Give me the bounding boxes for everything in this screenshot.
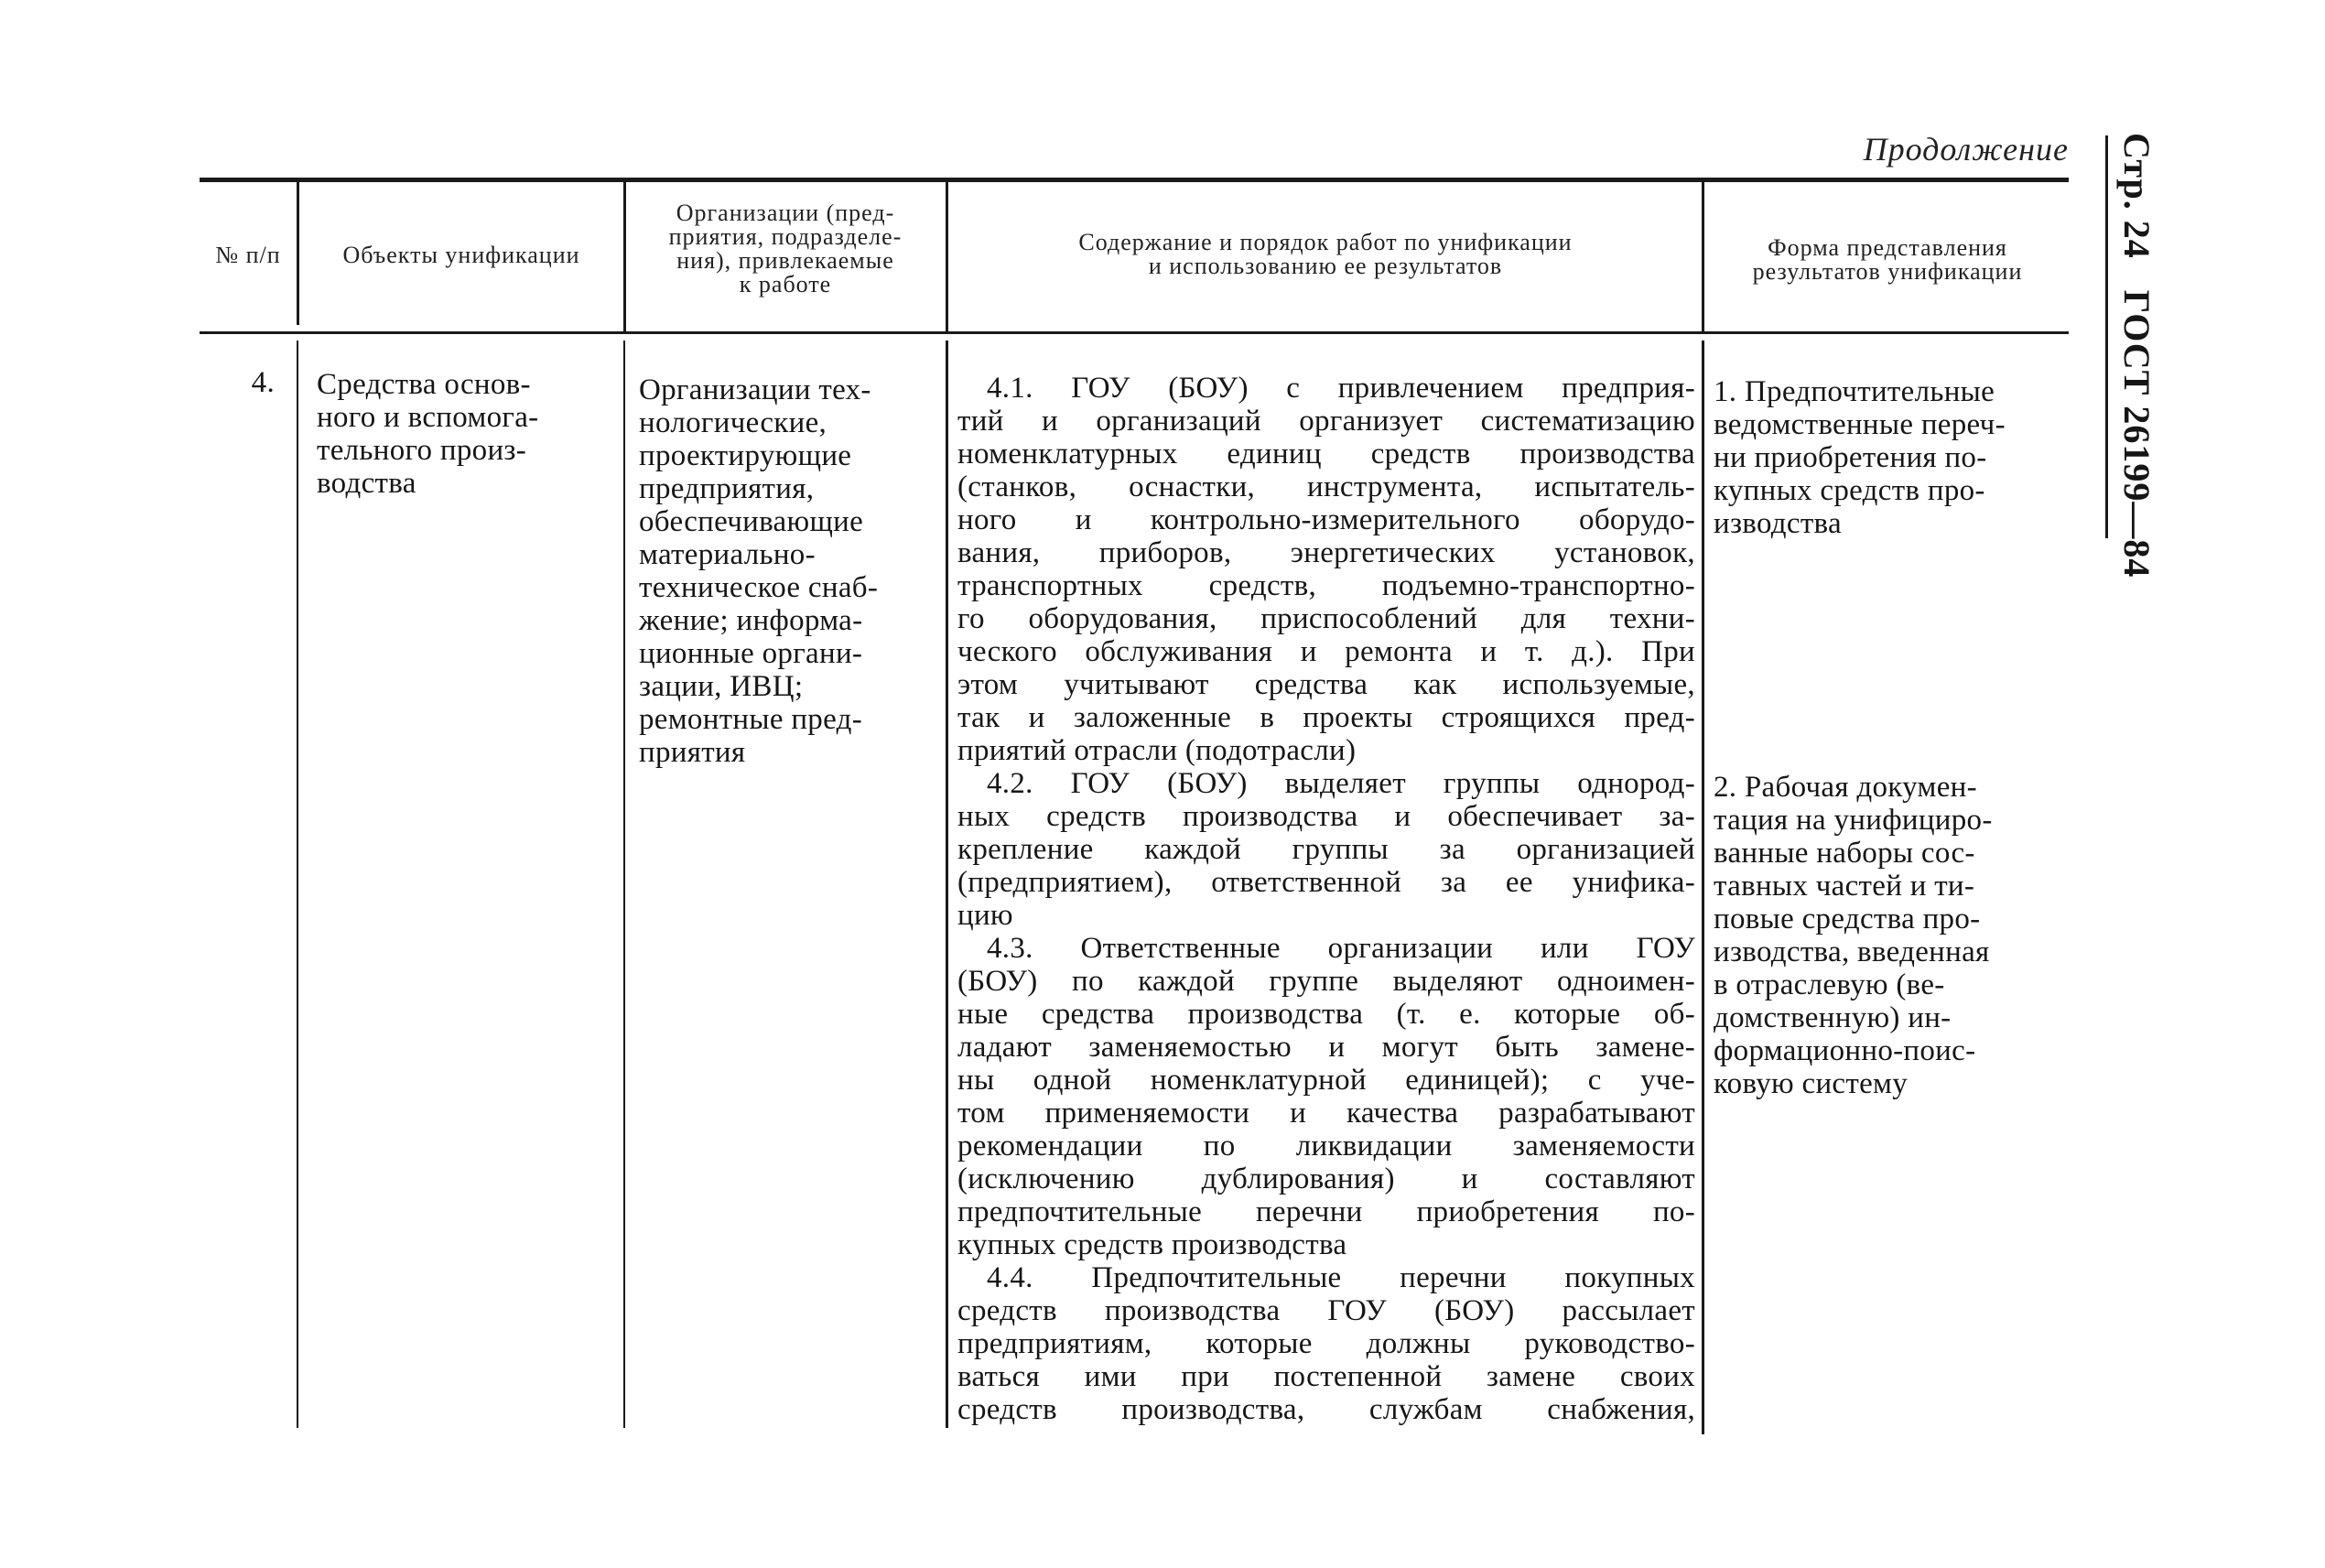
text-line: тий и организаций организует систематизацию <box>957 405 1695 438</box>
text-line: 4.1. ГОУ (БОУ) с привлечением предприя- <box>987 372 1695 405</box>
text-line: го оборудования, приспособлений для техни- <box>957 602 1695 635</box>
text-line: 4.4. Предпочтительные перечни покупных <box>987 1261 1695 1294</box>
text-line: Организации тех- <box>639 373 871 406</box>
text-line: 1. Предпочтительные <box>1714 375 1995 408</box>
column-divider-4 <box>1702 181 1704 331</box>
header-line: ния), привлекаемые <box>676 247 894 274</box>
text-line: Средства основ- <box>317 368 531 401</box>
paragraph-4-2 <box>957 767 1695 932</box>
text-line: средств производства, службам снабжения, <box>957 1393 1695 1426</box>
text-line: тельного произ- <box>317 434 527 467</box>
text-line: транспортных средств, подъемно-транспортно- <box>957 569 1695 602</box>
text-line: этом учитывают средства как используемые, <box>957 668 1695 701</box>
body-divider-3 <box>946 341 948 1428</box>
header-line: Организации (пред- <box>676 200 895 226</box>
paragraph-4-3 <box>957 932 1695 1261</box>
text-line: ционные органи- <box>639 637 863 670</box>
text-line: (предприятием), ответственной за ее унифика- <box>957 866 1695 899</box>
side-header-rule <box>2105 135 2108 538</box>
side-page-header <box>2115 133 2158 578</box>
text-line: ковую систему <box>1714 1067 1909 1100</box>
text-line: приятия <box>639 736 746 769</box>
row-organizations <box>639 373 941 769</box>
row-form-item-1 <box>1714 375 2065 540</box>
text-line: материально- <box>639 538 816 571</box>
text-line: крепление каждой группы за организацией <box>957 833 1695 866</box>
text-line: техническое снаб- <box>639 571 879 604</box>
text-line: жение; информа- <box>639 604 863 637</box>
text-line: домственную) ин- <box>1714 1001 1952 1034</box>
row-number: 4. <box>251 366 275 399</box>
row-content <box>957 372 1695 1426</box>
text-line: ладают заменяемостью и могут быть замене- <box>957 1031 1695 1064</box>
header-organizations <box>628 201 943 297</box>
text-line: купных средств про- <box>1714 474 1985 507</box>
text-line: (исключению дублирования) и составляют <box>957 1162 1695 1195</box>
body-divider-4 <box>1702 341 1704 1434</box>
text-line: предприятия, <box>639 472 815 505</box>
text-line: обеспечивающие <box>639 505 864 538</box>
page-number: Стр. 24 <box>2116 133 2157 259</box>
text-line: цию <box>957 899 1013 932</box>
text-line: рекомендации по ликвидации заменяемости <box>957 1130 1695 1162</box>
text-line: ремонтные пред- <box>639 703 862 736</box>
text-line: нологические, <box>639 406 827 439</box>
header-line: к работе <box>739 271 832 297</box>
paragraph-4-1 <box>957 372 1695 767</box>
text-line: ни приобретения по- <box>1714 441 1987 474</box>
text-line: ные средства производства (т. е. которые об- <box>957 998 1695 1031</box>
column-divider-2 <box>623 181 626 331</box>
header-line: результатов унификации <box>1752 258 2023 285</box>
header-form <box>1706 236 2069 284</box>
header-content <box>952 231 1699 278</box>
text-line: ного и контрольно-измерительного оборудо- <box>957 503 1695 536</box>
text-line: так и заложенные в проекты строящихся пред- <box>957 701 1695 734</box>
header-line: и использованию ее результатов <box>1148 253 1503 279</box>
text-line: ваться ими при постепенной замене своих <box>957 1360 1695 1393</box>
text-line: ных средств производства и обеспечивает за- <box>957 800 1695 833</box>
text-line: ческого обслуживания и ремонта и т. д.). При <box>957 635 1695 668</box>
text-line: ванные наборы сос- <box>1714 837 1975 870</box>
header-bottom-rule <box>200 331 2069 334</box>
text-line: 4.2. ГОУ (БОУ) выделяет группы однород- <box>987 767 1695 800</box>
text-line: формационно-поис- <box>1714 1034 1976 1067</box>
text-line: предпочтительные перечни приобретения по- <box>957 1195 1695 1228</box>
text-line: 4.3. Ответственные организации или ГОУ <box>987 932 1695 965</box>
text-line: ного и вспомога- <box>317 401 539 434</box>
text-line: средств производства ГОУ (БОУ) рассылает <box>957 1294 1695 1327</box>
table-top-rule <box>200 178 2069 182</box>
header-line: приятия, подразделе- <box>668 223 903 250</box>
header-line: Форма представления <box>1768 234 2007 261</box>
header-num: № п/п <box>215 242 281 268</box>
standard-code: ГОСТ 26199—84 <box>2116 289 2157 579</box>
text-line: приятий отрасли (подотрасли) <box>957 734 1357 767</box>
text-line: повые средства про- <box>1714 903 1981 935</box>
text-line: тация на унифициро- <box>1714 804 1993 837</box>
header-line: Содержание и порядок работ по унификации <box>1078 229 1573 255</box>
text-line: изводства <box>1714 507 1842 540</box>
text-line: (станков, оснастки, инструмента, испытатель- <box>957 470 1695 503</box>
text-line: зации, ИВЦ; <box>639 670 804 703</box>
paragraph-4-4 <box>957 1261 1695 1426</box>
text-line: предприятиям, которые должны руководство- <box>957 1327 1695 1360</box>
body-divider-2 <box>623 341 625 1428</box>
text-line: ны одной номенклатурной единицей); с уче- <box>957 1064 1695 1097</box>
header-objects: Объекты унификации <box>342 242 580 268</box>
text-line: номенклатурных единиц средств производства <box>957 438 1695 470</box>
row-form-item-2 <box>1714 771 2065 1100</box>
text-line: 2. Рабочая докумен- <box>1714 771 1977 804</box>
text-line: водства <box>317 467 416 500</box>
text-line: проектирующие <box>639 439 852 472</box>
row-objects <box>317 368 610 500</box>
text-line: том применяемости и качества разрабатывают <box>957 1097 1695 1130</box>
body-divider-1 <box>297 341 298 1428</box>
text-line: изводства, введенная <box>1714 935 1990 968</box>
text-line: вания, приборов, энергетических установок, <box>957 536 1695 569</box>
text-line: ведомственные переч- <box>1714 408 2006 441</box>
text-line: в отраслевую (ве- <box>1714 968 1945 1001</box>
column-divider-3 <box>946 181 948 331</box>
continuation-label: Продолжение <box>1863 131 2069 168</box>
text-line: тавных частей и ти- <box>1714 870 1975 903</box>
text-line: (БОУ) по каждой группе выделяют одноимен- <box>957 965 1695 998</box>
text-line: купных средств производства <box>957 1228 1347 1261</box>
column-divider-1 <box>297 181 299 325</box>
